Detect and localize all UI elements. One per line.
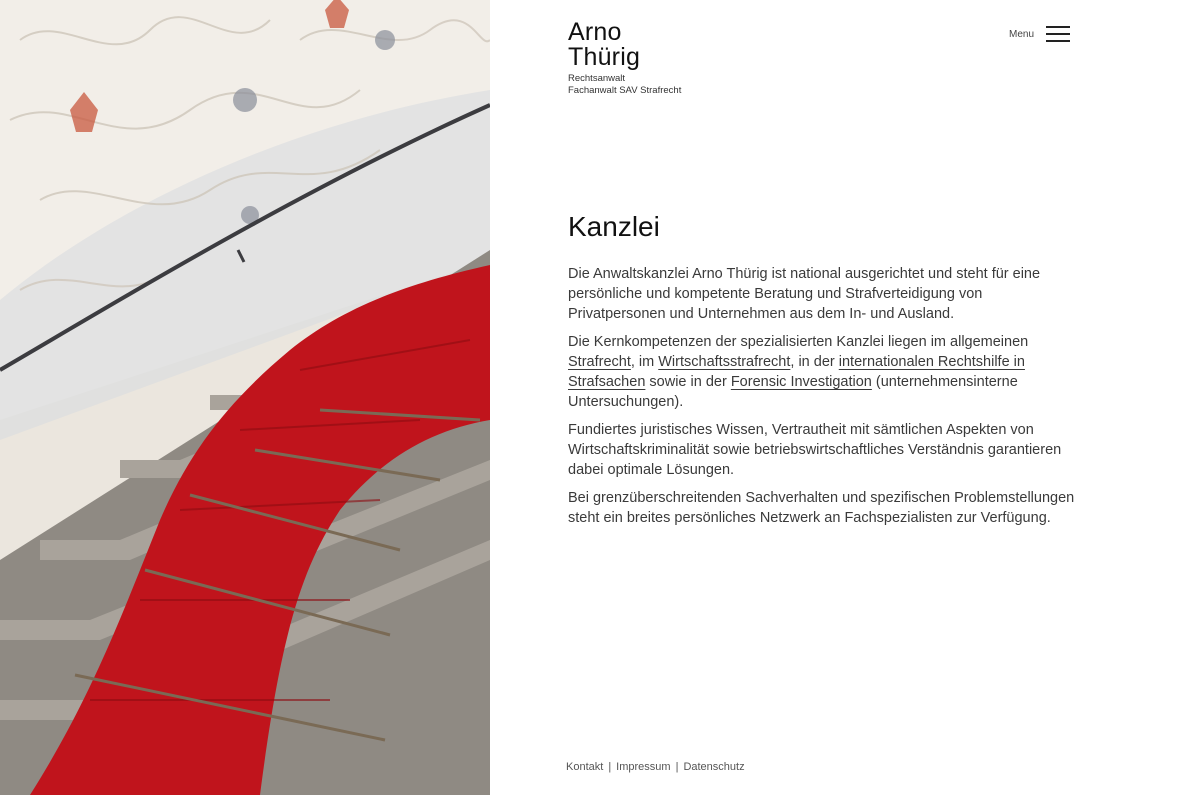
link-forensic-investigation[interactable]: Forensic Investigation [730,374,872,390]
paragraph-competences [568,332,1078,412]
footer-separator: | [608,761,612,773]
footer-link-impressum[interactable]: Impressum [616,761,671,773]
brand-name-line1: Arno [568,18,622,46]
brand-subtitle-line2: Fachanwalt SAV Strafrecht [568,85,682,96]
link-wirtschaftsstrafrecht[interactable]: Wirtschaftsstrafrecht [658,354,791,370]
paragraph-knowledge: Fundiertes juristisches Wissen, Vertrautheit mit sämtlichen Aspekten von Wirtschaftskriminalität sowie betriebswirtschaftliches Verständnis garantieren dabei optimale Lösungen. [568,422,1062,478]
brand-logo[interactable] [568,20,681,97]
competences-text-end: (unternehmensinterne Untersuchungen). [568,374,1018,410]
competences-text-start: Die Kernkompetenzen der spezialisierten Kanzlei liegen im allgemeinen [568,334,1029,350]
hamburger-icon[interactable] [1046,26,1070,42]
competences-text-mid3: sowie in der [645,374,731,390]
paragraph-intro: Die Anwaltskanzlei Arno Thürig ist national ausgerichtet und steht für eine persönliche und kompetente Beratung und Strafverteidigung von Privatpersonen und Unternehmen aus dem In- und Ausland. [568,266,1041,322]
main-content [568,210,1078,536]
paragraph-network: Bei grenzüberschreitenden Sachverhalten und spezifischen Problemstellungen steht ein breites persönliches Netzwerk an Fachspezialisten zur Verfügung. [568,490,1075,526]
link-strafrecht[interactable]: Strafrecht [568,354,631,370]
competences-text-mid2: , in der [790,354,839,370]
footer-nav [566,761,745,773]
competences-text-mid1: , im [630,354,659,370]
brand-name-line2: Thürig [568,43,641,71]
link-rechtshilfe[interactable]: internationalen Rechtshilfe in Strafsachen [568,354,1025,390]
menu-label: Menu [1008,28,1034,40]
footer-link-kontakt[interactable]: Kontakt [566,761,604,773]
staircase-illustration [0,0,490,795]
staircase-photo [0,0,490,795]
footer-link-datenschutz[interactable]: Datenschutz [683,761,745,773]
footer-separator: | [675,761,679,773]
page-title: Kanzlei [568,211,660,242]
menu-button[interactable] [1009,26,1070,42]
brand-subtitle-line1: Rechtsanwalt [568,73,626,84]
